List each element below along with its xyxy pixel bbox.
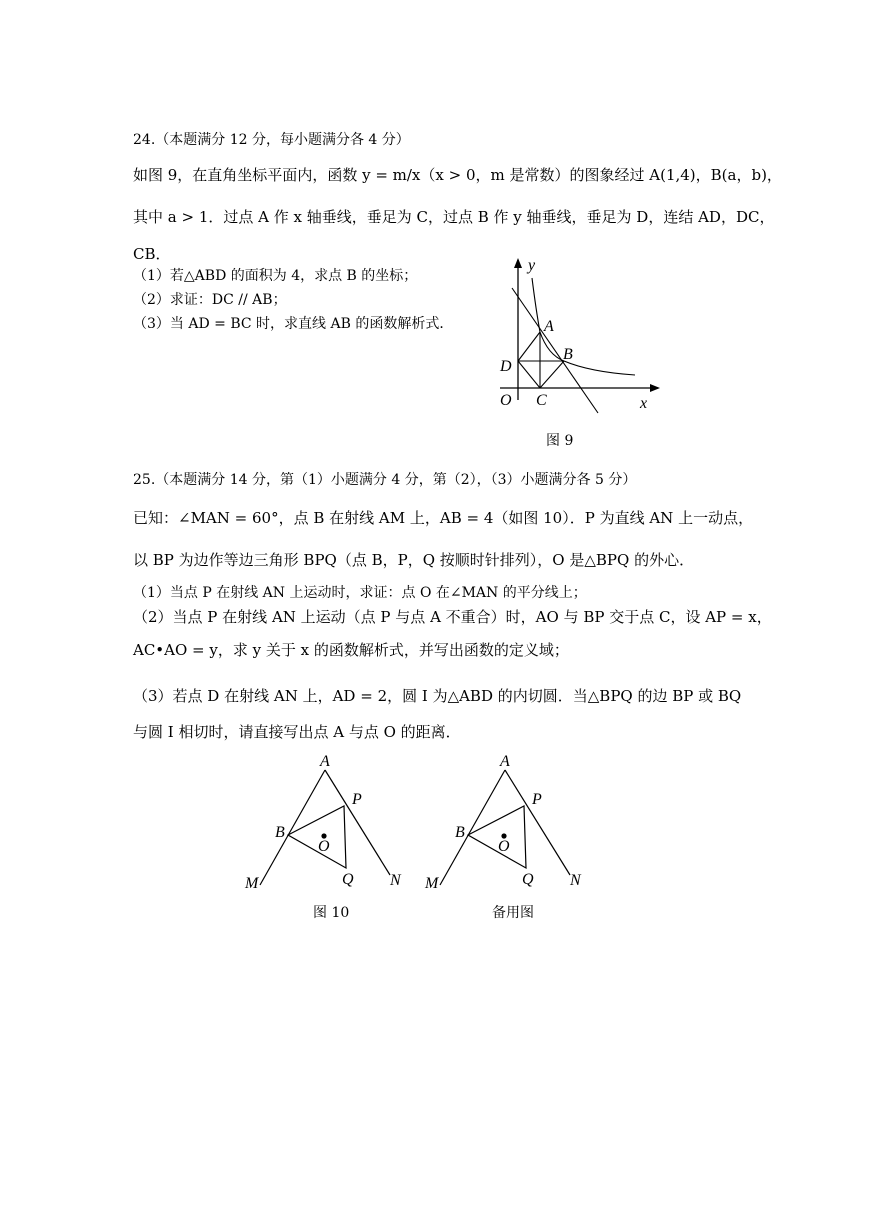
q24-header: 24.（本题满分 12 分，每小题满分各 4 分） bbox=[133, 132, 410, 148]
segment-ad bbox=[518, 332, 540, 361]
figure-10 bbox=[240, 750, 420, 895]
label-o: O bbox=[500, 392, 512, 409]
label-p: P bbox=[532, 791, 542, 808]
triangle-bpq bbox=[468, 806, 526, 868]
q25-part2a: （2）当点 P 在射线 AN 上运动（点 P 与点 A 不重合）时，AO 与 BP 交于点 C，设 AP = x， bbox=[133, 608, 772, 626]
q25-header: 25.（本题满分 14 分，第（1）小题满分 4 分，第（2），（3）小题满分各 5 分） bbox=[133, 472, 637, 488]
q25-part2b: AC•AO = y，求 y 关于 x 的函数解析式，并写出函数的定义域； bbox=[133, 641, 569, 659]
q25-line2: 以 BP 为边作等边三角形 BPQ（点 B，P，Q 按顺时针排列），O 是△BPQ 的外心． bbox=[133, 551, 695, 569]
y-axis-arrow bbox=[514, 258, 522, 268]
label-c: C bbox=[536, 392, 547, 409]
label-b: B bbox=[563, 346, 573, 363]
label-o: O bbox=[498, 838, 510, 855]
q24-part1: （1）若△ABD 的面积为 4，求点 B 的坐标； bbox=[133, 268, 418, 284]
figure-spare bbox=[420, 750, 600, 895]
figure-10-caption: 图 10 bbox=[313, 905, 350, 921]
label-a: A bbox=[320, 753, 330, 770]
triangle-bpq bbox=[288, 806, 346, 868]
label-m: M bbox=[245, 875, 259, 892]
q24-part2: （2）求证：DC // AB； bbox=[133, 292, 287, 308]
x-axis-arrow bbox=[650, 384, 660, 392]
ray-am bbox=[260, 770, 325, 885]
q25-part3a: （3）若点 D 在射线 AN 上，AD = 2，圆 I 为△ABD 的内切圆．当△BPQ 的边 BP 或 BQ bbox=[133, 687, 742, 705]
segment-cb bbox=[540, 361, 564, 388]
figure-9-caption: 图 9 bbox=[546, 433, 574, 449]
ray-an bbox=[325, 770, 390, 875]
label-a: A bbox=[544, 318, 554, 335]
label-m: M bbox=[425, 875, 439, 892]
label-q: Q bbox=[342, 871, 354, 888]
line-ab bbox=[512, 288, 598, 413]
q24-line1: 如图 9，在直角坐标平面内，函数 y = m/x（x > 0，m 是常数）的图象经过 A(1,4)，B(a，b)， bbox=[133, 166, 782, 184]
figure-9 bbox=[490, 250, 670, 415]
q25-part3b: 与圆 I 相切时，请直接写出点 A 与点 O 的距离． bbox=[133, 723, 461, 741]
label-n: N bbox=[570, 872, 581, 889]
ray-am bbox=[440, 770, 505, 885]
label-o: O bbox=[318, 838, 330, 855]
label-p: P bbox=[352, 791, 362, 808]
q25-line1: 已知：∠MAN = 60°，点 B 在射线 AM 上，AB = 4（如图 10）．P 为直线 AN 上一动点， bbox=[133, 509, 754, 527]
label-x: x bbox=[640, 395, 648, 412]
label-a: A bbox=[500, 753, 510, 770]
q24-line2: 其中 a > 1．过点 A 作 x 轴垂线，垂足为 C，过点 B 作 y 轴垂线，垂足为 D，连结 AD，DC， bbox=[133, 208, 775, 226]
segment-dc bbox=[518, 361, 540, 388]
figure-spare-caption: 备用图 bbox=[492, 905, 534, 921]
ray-an bbox=[505, 770, 570, 875]
label-q: Q bbox=[522, 871, 534, 888]
q24-line3: CB． bbox=[133, 245, 171, 263]
label-y: y bbox=[528, 257, 536, 274]
label-n: N bbox=[390, 872, 401, 889]
q24-part3: （3）当 AD = BC 时，求直线 AB 的函数解析式． bbox=[133, 316, 454, 332]
q25-part1: （1）当点 P 在射线 AN 上运动时，求证：点 O 在∠MAN 的平分线上； bbox=[133, 585, 587, 601]
label-b: B bbox=[455, 824, 465, 841]
label-d: D bbox=[500, 358, 512, 375]
label-b: B bbox=[275, 824, 285, 841]
